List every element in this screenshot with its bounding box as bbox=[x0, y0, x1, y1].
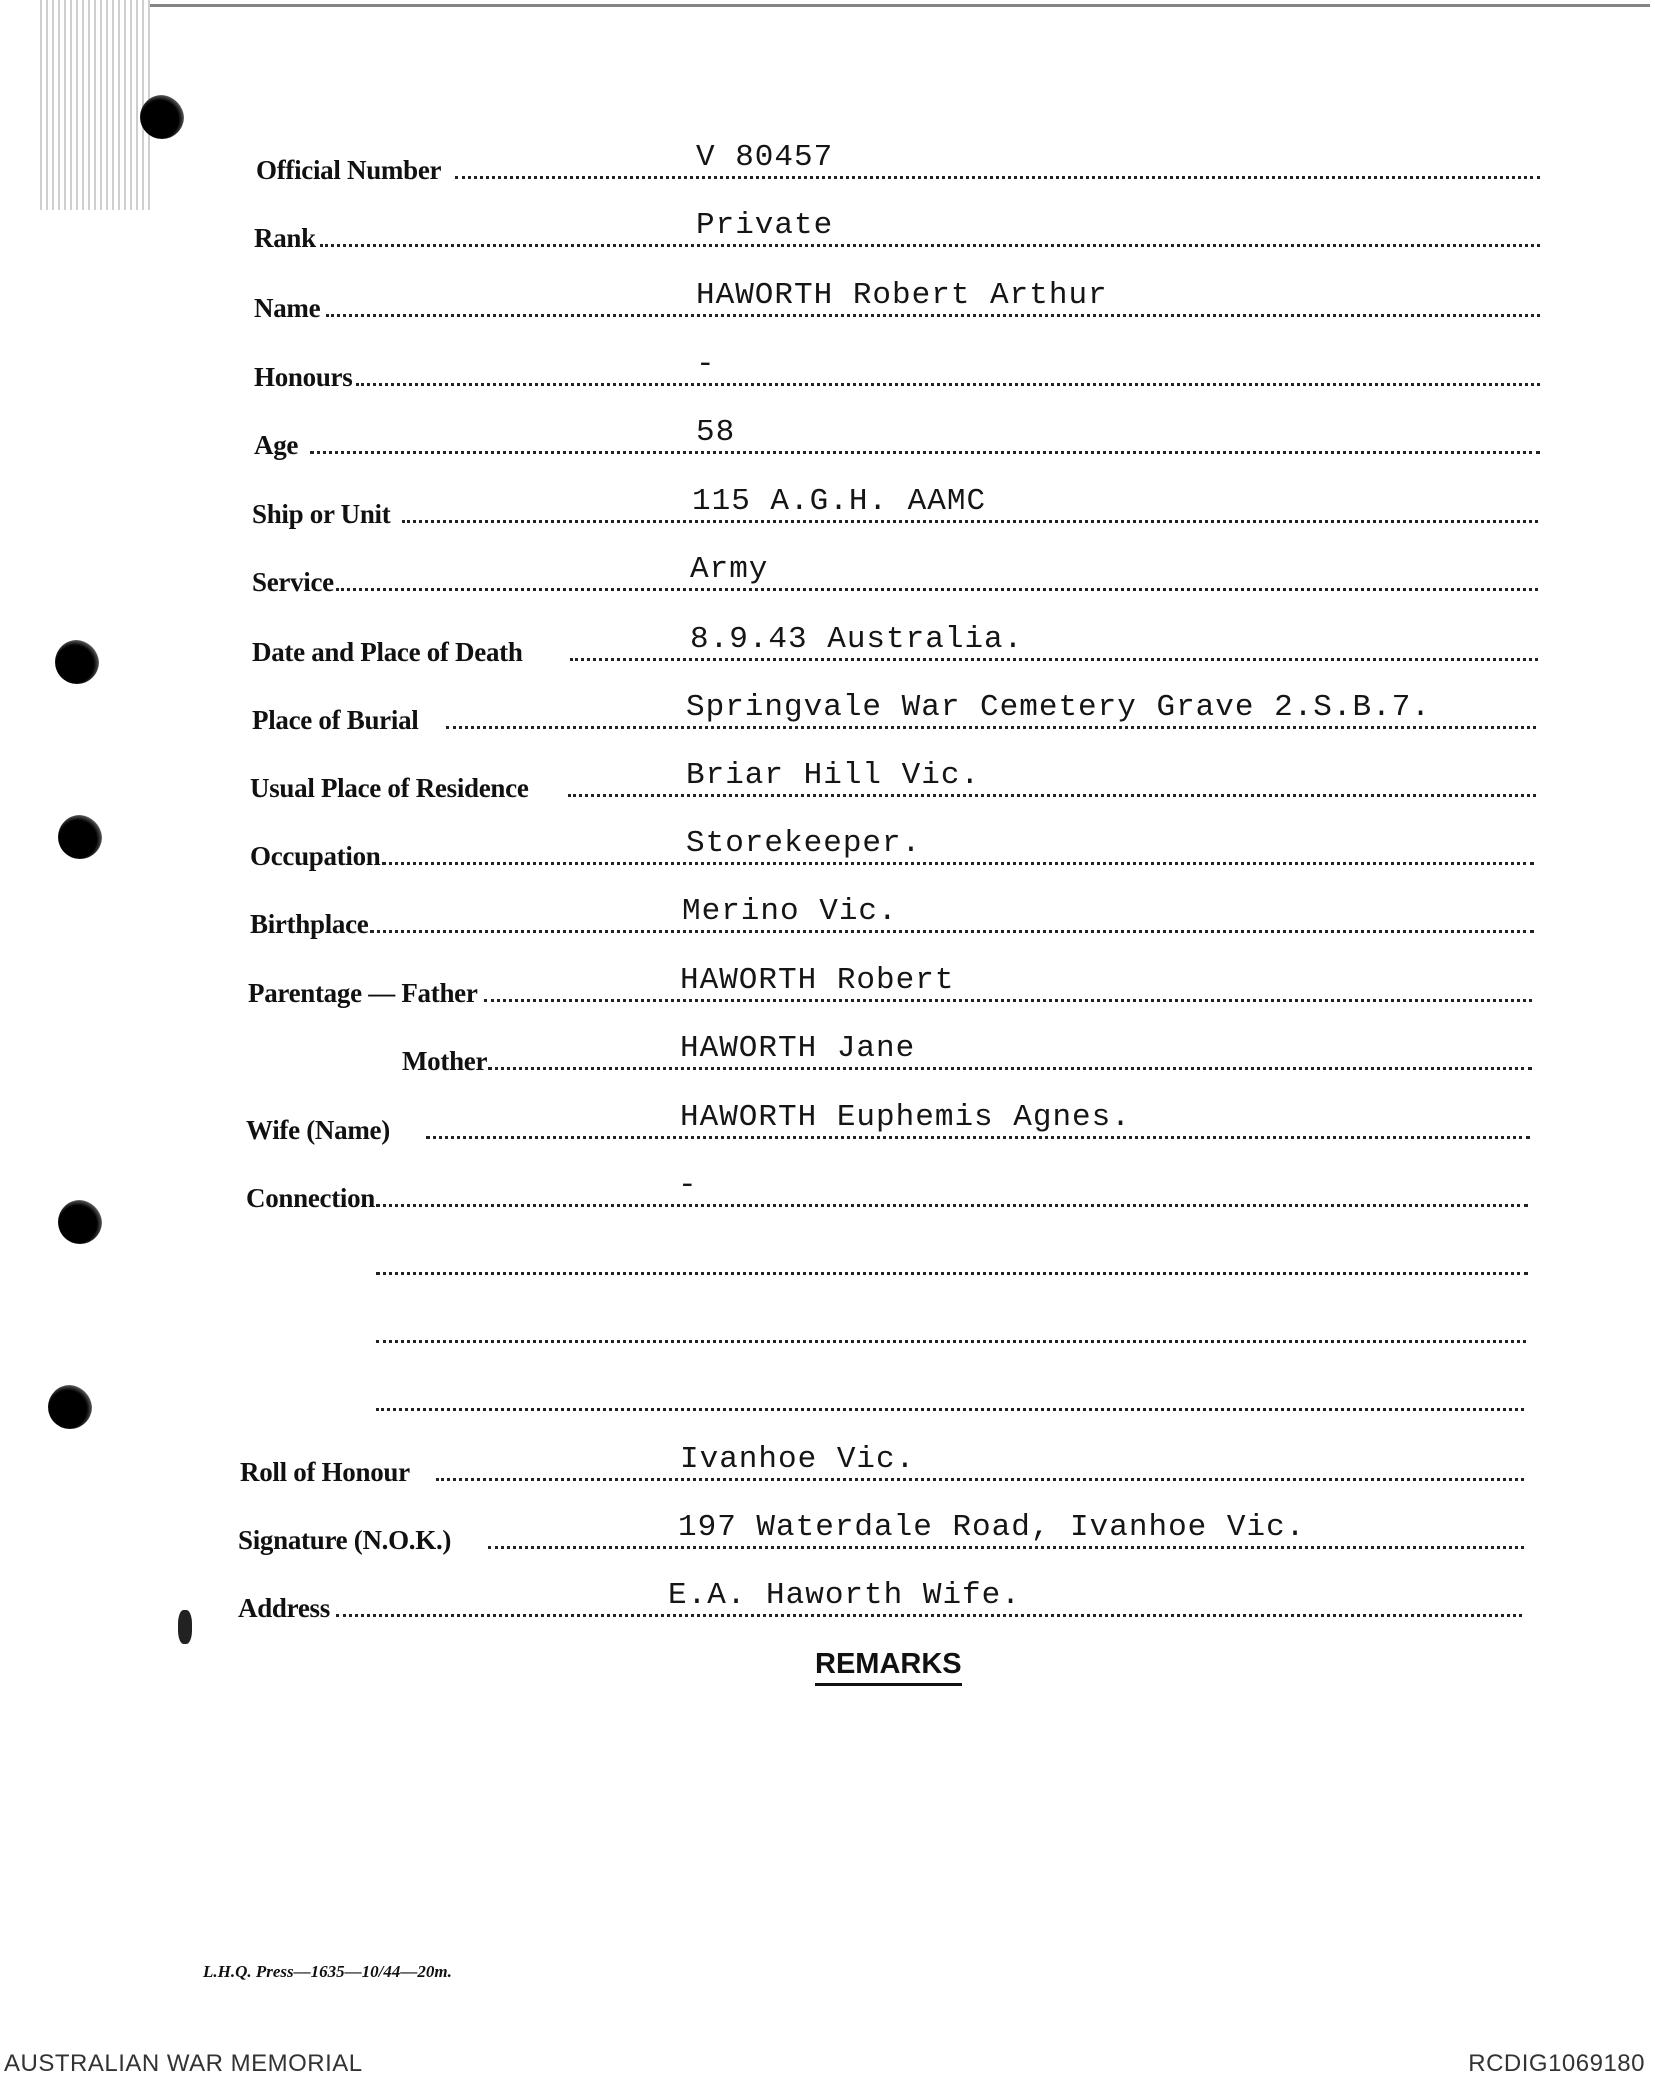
field-label: Age bbox=[254, 430, 299, 460]
dotted-line bbox=[436, 1478, 1524, 1481]
field-value: V 80457 bbox=[696, 140, 834, 175]
dotted-line bbox=[376, 1272, 1528, 1275]
dotted-line bbox=[382, 862, 1534, 865]
field-label: Connection bbox=[246, 1183, 376, 1213]
footer-institution: AUSTRALIAN WAR MEMORIAL bbox=[4, 2050, 363, 2077]
punch-hole bbox=[58, 815, 102, 859]
field-value: Private bbox=[696, 208, 834, 243]
field-value: HAWORTH Robert bbox=[680, 963, 955, 998]
scan-shadow bbox=[40, 0, 150, 210]
dotted-line bbox=[370, 930, 1534, 933]
field-label: Rank bbox=[254, 223, 316, 253]
field-value: Springvale War Cemetery Grave 2.S.B.7. bbox=[686, 690, 1431, 725]
field-label: Name bbox=[254, 293, 321, 323]
dotted-line bbox=[484, 999, 1532, 1002]
field-label: Occupation bbox=[250, 841, 381, 871]
field-label: Place of Burial bbox=[252, 705, 419, 735]
field-value: - bbox=[678, 1168, 698, 1203]
field-value: HAWORTH Euphemis Agnes. bbox=[680, 1100, 1131, 1135]
punch-hole bbox=[55, 640, 99, 684]
dotted-line bbox=[320, 244, 1540, 247]
field-value: E.A. Haworth Wife. bbox=[668, 1578, 1021, 1613]
scan-edge-line bbox=[150, 4, 1650, 7]
punch-hole bbox=[140, 95, 184, 139]
dotted-line bbox=[488, 1067, 1532, 1070]
punch-mark bbox=[178, 1610, 192, 1644]
dotted-line bbox=[376, 1340, 1526, 1343]
dotted-line bbox=[376, 1204, 1528, 1207]
dotted-line bbox=[376, 1408, 1524, 1411]
dotted-line bbox=[356, 383, 1540, 386]
field-value: Merino Vic. bbox=[682, 894, 898, 929]
field-value: HAWORTH Jane bbox=[680, 1031, 916, 1066]
field-label: Official Number bbox=[256, 155, 442, 185]
field-label: Signature (N.O.K.) bbox=[238, 1525, 452, 1555]
dotted-line bbox=[336, 588, 1538, 591]
field-label: Address bbox=[238, 1593, 330, 1623]
field-value: 58 bbox=[696, 415, 736, 450]
punch-hole bbox=[48, 1385, 92, 1429]
field-label: Service bbox=[252, 567, 334, 597]
field-value: HAWORTH Robert Arthur bbox=[696, 278, 1108, 313]
field-label: Usual Place of Residence bbox=[250, 773, 529, 803]
field-label: Roll of Honour bbox=[240, 1457, 410, 1487]
field-value: 8.9.43 Australia. bbox=[690, 622, 1024, 657]
dotted-line bbox=[455, 176, 1540, 179]
remarks-heading: REMARKS bbox=[815, 1648, 962, 1686]
field-label: Wife (Name) bbox=[246, 1115, 390, 1145]
field-value: 115 A.G.H. AAMC bbox=[692, 484, 987, 519]
field-value: Storekeeper. bbox=[686, 826, 922, 861]
punch-hole bbox=[58, 1200, 102, 1244]
field-label: Birthplace bbox=[250, 909, 369, 939]
footer-record-id: RCDIG1069180 bbox=[1468, 2050, 1645, 2077]
field-label: Ship or Unit bbox=[252, 499, 391, 529]
field-value: Ivanhoe Vic. bbox=[680, 1442, 916, 1477]
dotted-line bbox=[310, 451, 1540, 454]
field-label: Mother bbox=[402, 1046, 488, 1076]
field-value: - bbox=[696, 347, 716, 382]
field-label: Parentage — Father bbox=[248, 978, 478, 1008]
field-label: Date and Place of Death bbox=[252, 637, 523, 667]
field-value: Army bbox=[690, 552, 769, 587]
field-value: Briar Hill Vic. bbox=[686, 758, 981, 793]
field-value: 197 Waterdale Road, Ivanhoe Vic. bbox=[678, 1510, 1306, 1545]
press-note: L.H.Q. Press—1635—10/44—20m. bbox=[203, 1962, 452, 1981]
field-label: Honours bbox=[254, 362, 353, 392]
